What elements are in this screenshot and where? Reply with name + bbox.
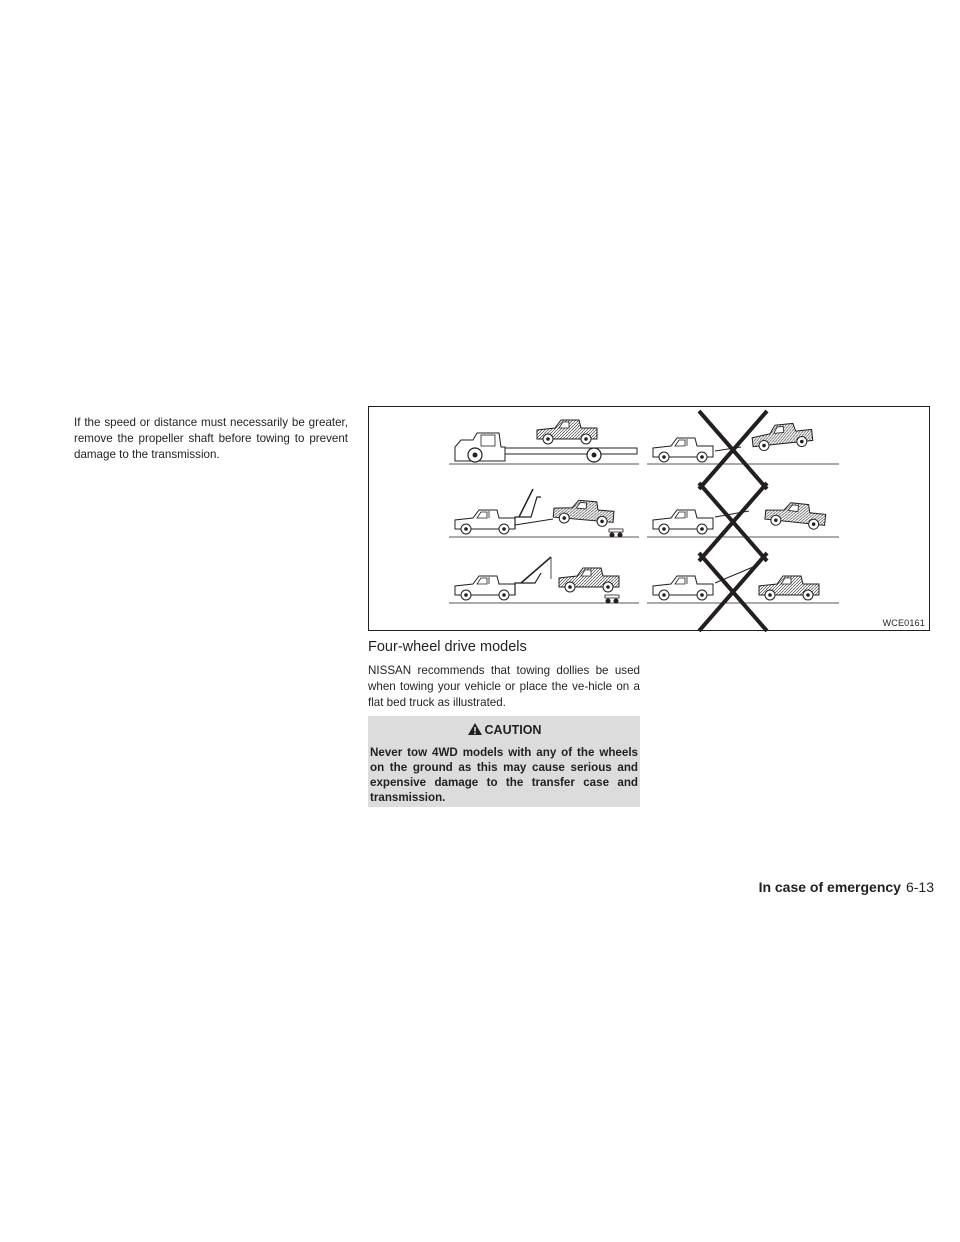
incorrect-method-1 bbox=[647, 411, 839, 489]
body-paragraph-speed: If the speed or distance must necessarily be greater, remove the propeller shaft before towing to prevent damage to the transmission. bbox=[74, 415, 348, 461]
caution-title: CAUTION bbox=[484, 723, 542, 737]
footer-section-title: In case of emergency bbox=[758, 879, 901, 895]
hook-tow-dolly-method bbox=[449, 557, 639, 604]
caution-header bbox=[368, 722, 640, 738]
page-footer bbox=[759, 878, 934, 896]
towing-methods-drawing bbox=[369, 407, 931, 632]
caution-box bbox=[368, 716, 640, 807]
wheel-lift-dolly-method bbox=[449, 489, 639, 538]
flatbed-truck-method bbox=[449, 420, 639, 464]
warning-triangle-icon bbox=[467, 722, 483, 736]
towing-illustration bbox=[368, 406, 930, 631]
caution-text: Never tow 4WD models with any of the wheels on the ground as this may cause serious and expensive damage to the transfer case and transmission. bbox=[370, 746, 638, 804]
page-number: 6-13 bbox=[905, 879, 934, 895]
body-paragraph-4wd: NISSAN recommends that towing dollies be used when towing your vehicle or place the ve-hicle on a flat bed truck as illustrated. bbox=[368, 664, 640, 709]
incorrect-method-3 bbox=[647, 553, 839, 631]
incorrect-method-2 bbox=[647, 483, 839, 561]
figure-code: WCE0161 bbox=[882, 618, 925, 628]
section-heading: Four-wheel drive models bbox=[368, 639, 527, 655]
